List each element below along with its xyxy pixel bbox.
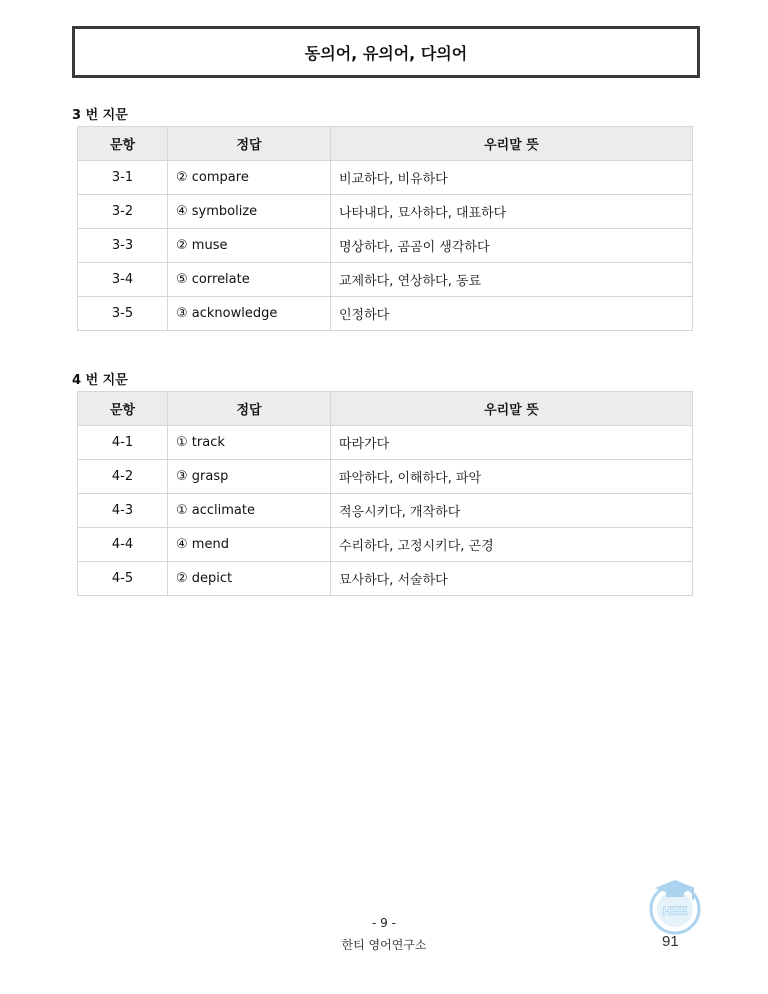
answer-cell: ③ grasp xyxy=(168,460,331,494)
answer-table-3 xyxy=(77,126,693,331)
meaning-cell: 수리하다, 고정시키다, 곤경 xyxy=(331,528,693,562)
table-row xyxy=(78,161,693,195)
page-number: 91 xyxy=(662,933,679,950)
answer-cell: ② muse xyxy=(168,229,331,263)
question-number: 4-2 xyxy=(78,460,168,494)
meaning-cell: 인정하다 xyxy=(331,297,693,331)
question-number: 4-3 xyxy=(78,494,168,528)
table-row xyxy=(78,263,693,297)
meaning-cell: 적응시키다, 개작하다 xyxy=(331,494,693,528)
question-number: 4-1 xyxy=(78,426,168,460)
table-row xyxy=(78,229,693,263)
meaning-cell: 묘사하다, 서술하다 xyxy=(331,562,693,596)
meaning-cell: 교제하다, 연상하다, 동료 xyxy=(331,263,693,297)
answer-cell: ④ mend xyxy=(168,528,331,562)
meaning-cell: 파악하다, 이해하다, 파악 xyxy=(331,460,693,494)
meaning-cell: 명상하다, 곰곰이 생각하다 xyxy=(331,229,693,263)
table-row xyxy=(78,460,693,494)
answer-cell: ③ acknowledge xyxy=(168,297,331,331)
column-header-number: 문항 xyxy=(78,127,168,161)
meaning-cell: 따라가다 xyxy=(331,426,693,460)
table-row xyxy=(78,562,693,596)
column-header-meaning: 우리말 뜻 xyxy=(331,392,693,426)
answer-cell: ① track xyxy=(168,426,331,460)
table-header-row xyxy=(78,392,693,426)
column-header-answer: 정답 xyxy=(168,127,331,161)
meaning-cell: 나타내다, 묘사하다, 대표하다 xyxy=(331,195,693,229)
table-row xyxy=(78,494,693,528)
table-row xyxy=(78,195,693,229)
section-heading-4: 4 번 지문 xyxy=(72,373,128,388)
question-number: 4-4 xyxy=(78,528,168,562)
column-header-meaning: 우리말 뜻 xyxy=(331,127,693,161)
footer-page-label: - 9 - xyxy=(372,916,396,930)
table-row xyxy=(78,528,693,562)
hee-logo xyxy=(640,872,710,942)
answer-cell: ② depict xyxy=(168,562,331,596)
question-number: 4-5 xyxy=(78,562,168,596)
column-header-answer: 정답 xyxy=(168,392,331,426)
table-row xyxy=(78,297,693,331)
section-heading-3: 3 번 지문 xyxy=(72,108,128,123)
question-number: 3-5 xyxy=(78,297,168,331)
answer-cell: ① acclimate xyxy=(168,494,331,528)
graduation-cap-icon xyxy=(655,880,695,900)
footer-publisher: 한티 영어연구소 xyxy=(341,938,427,952)
table-header-row xyxy=(78,127,693,161)
answer-cell: ② compare xyxy=(168,161,331,195)
question-number: 3-2 xyxy=(78,195,168,229)
logo-text: HEE xyxy=(662,904,688,918)
question-number: 3-3 xyxy=(78,229,168,263)
answer-cell: ⑤ correlate xyxy=(168,263,331,297)
answer-table-4 xyxy=(77,391,693,596)
question-number: 3-4 xyxy=(78,263,168,297)
page-title: 동의어, 유의어, 다의어 xyxy=(72,26,700,78)
meaning-cell: 비교하다, 비유하다 xyxy=(331,161,693,195)
answer-cell: ④ symbolize xyxy=(168,195,331,229)
column-header-number: 문항 xyxy=(78,392,168,426)
table-row xyxy=(78,426,693,460)
question-number: 3-1 xyxy=(78,161,168,195)
